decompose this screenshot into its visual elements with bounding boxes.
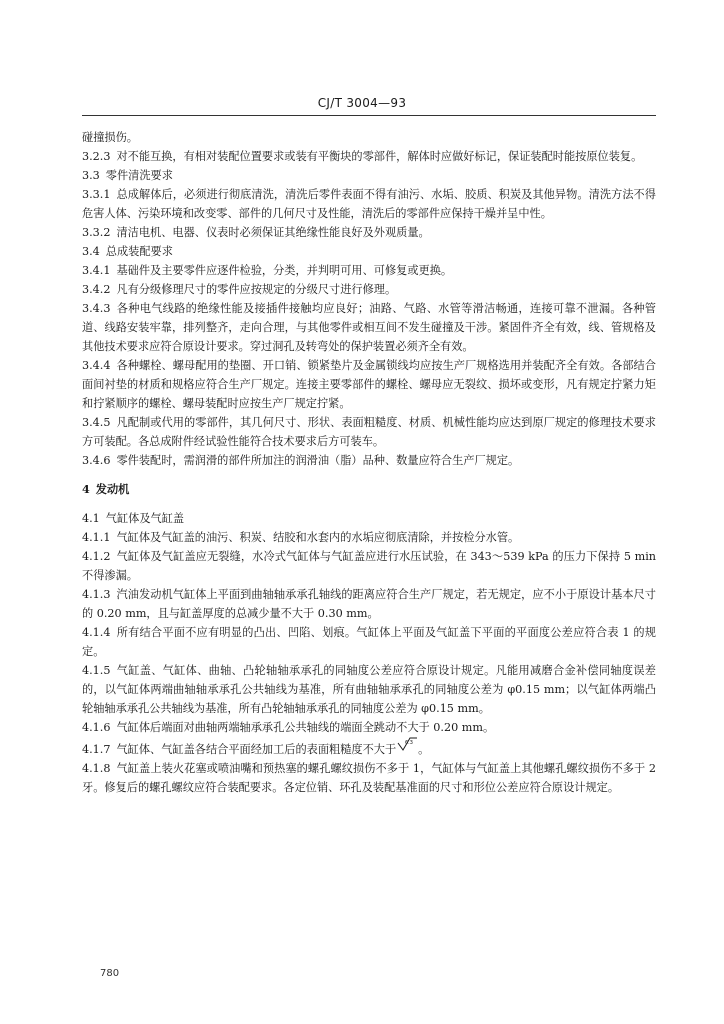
paragraph: 3.4.6 零件装配时，需润滑的部件所加注的润滑油（脂）品种、数量应符合生产厂规定。 — [82, 454, 520, 467]
paragraph: 4.1.6 气缸体后端面对曲轴两端轴承承孔公共轴线的端面全跳动不大于 0.20 mm。 — [82, 721, 495, 734]
paragraph: 3.3.1 总成解体后，必须进行彻底清洗，清洗后零件表面不得有油污、水垢、胶质、积炭及其他异物。清洗方法不得危害人体、污染环境和改变零、部件的几何尺寸及性能，清洗后的零部件应保持干燥并呈中性。 — [82, 188, 656, 220]
paragraph: 4.1.1 气缸体及气缸盖的油污、积炭、结胶和水套内的水垢应彻底清除，并按检分水管。 — [82, 531, 520, 544]
paragraph: 4.1.3 汽油发动机气缸体上平面到曲轴轴承承孔轴线的距离应符合生产厂规定，若无规定，应不小于原设计基本尺寸的 0.20 mm，且与缸盖厚度的总减少量不大于 0.30 mm。 — [82, 588, 656, 620]
section-heading: 4.1 气缸体及气缸盖 — [82, 512, 185, 525]
page-number: 780 — [100, 968, 120, 979]
paragraph: 4.1.4 所有结合平面不应有明显的凸出、凹陷、划痕。气缸体上平面及气缸盖下平面的平面度公差应符合表 1 的规定。 — [82, 626, 656, 658]
roughness-check-icon — [396, 737, 418, 751]
paragraph: 碰撞损伤。 — [82, 131, 138, 144]
paragraph: 3.4.3 各种电气线路的绝缘性能及接插件接触均应良好；油路、气路、水管等滑洁畅通，连接可靠不泄漏。各种管道、线路安装牢靠，排列整齐，走向合理，与其他零件或相互间不发生碰撞及干涉。紧固件齐全有效，线、管规格及其他技术要求应符合原设计要求。穿过洞孔及转弯处的保护装置必须齐全有效。 — [82, 302, 656, 353]
paragraph: 3.4.2 凡有分级修理尺寸的零件应按规定的分级尺寸进行修理。 — [82, 283, 397, 296]
paragraph: 4.1.8 气缸盖上装火花塞或喷油嘴和预热塞的螺孔螺纹损伤不多于 1，气缸体与气缸盖上其他螺孔螺纹损伤不多于 2 牙。修复后的螺孔螺纹应符合装配要求。各定位销、环孔及装配基准面的尺寸和形位公差应符合原设计规定。 — [82, 762, 656, 794]
paragraph: 4.1.5 气缸盖、气缸体、曲轴、凸轮轴轴承承孔的同轴度公差应符合原设计规定。凡能用减磨合金补偿同轴度误差的，以气缸体两端曲轴轴承承孔公共轴线为基准，所有曲轴轴承承孔的同轴度公差为 φ0.15 mm；以气缸体两端凸轮轴轴承承孔公共轴线为基准，所有凸轮轴轴承承孔的同轴度公差为 φ0.15 mm。 — [82, 664, 656, 715]
svg-text:6.3: 6.3 — [405, 740, 414, 746]
paragraph: 4.1.7 气缸体、气缸盖各结合平面经加工后的表面粗糙度不大于 6.3 。 — [82, 737, 656, 759]
running-header: CJ/T 3004—93 — [317, 96, 407, 110]
paragraph: 3.4.5 凡配制或代用的零部件，其几何尺寸、形状、表面粗糙度、材质、机械性能均应达到原厂规定的修理技术要求方可装配。各总成附件经试验性能符合技术要求后方可装车。 — [82, 416, 656, 448]
section-heading: 3.3 零件清洗要求 — [82, 169, 173, 182]
paragraph: 3.4.4 各种螺栓、螺母配用的垫圈、开口销、锁紧垫片及金属锁线均应按生产厂规格选用并装配齐全有效。各部结合面间衬垫的材质和规格应符合生产厂规定。连接主要零部件的螺栓、螺母应无裂纹、损坏或变形，凡有规定拧紧力矩和拧紧顺序的螺栓、螺母装配时应按生产厂规定拧紧。 — [82, 359, 656, 410]
section-heading: 3.4 总成装配要求 — [82, 245, 173, 258]
header-rule — [82, 115, 656, 116]
paragraph: 4.1.2 气缸体及气缸盖应无裂缝，水冷式气缸体与气缸盖应进行水压试验，在 343～539 kPa 的压力下保持 5 min 不得渗漏。 — [82, 550, 656, 582]
paragraph: 3.4.1 基础件及主要零件应逐件检验，分类，并判明可用、可修复或更换。 — [82, 264, 453, 277]
chapter-heading: 4 发动机 — [82, 482, 130, 496]
paragraph: 3.3.2 清洁电机、电器、仪表时必须保证其绝缘性能良好及外观质量。 — [82, 226, 430, 239]
roughness-symbol — [396, 737, 418, 758]
paragraph: 3.2.3 对不能互换，有相对装配位置要求或装有平衡块的零部件，解体时应做好标记，保证装配时能按原位装复。 — [82, 150, 643, 163]
document-body — [82, 128, 656, 797]
